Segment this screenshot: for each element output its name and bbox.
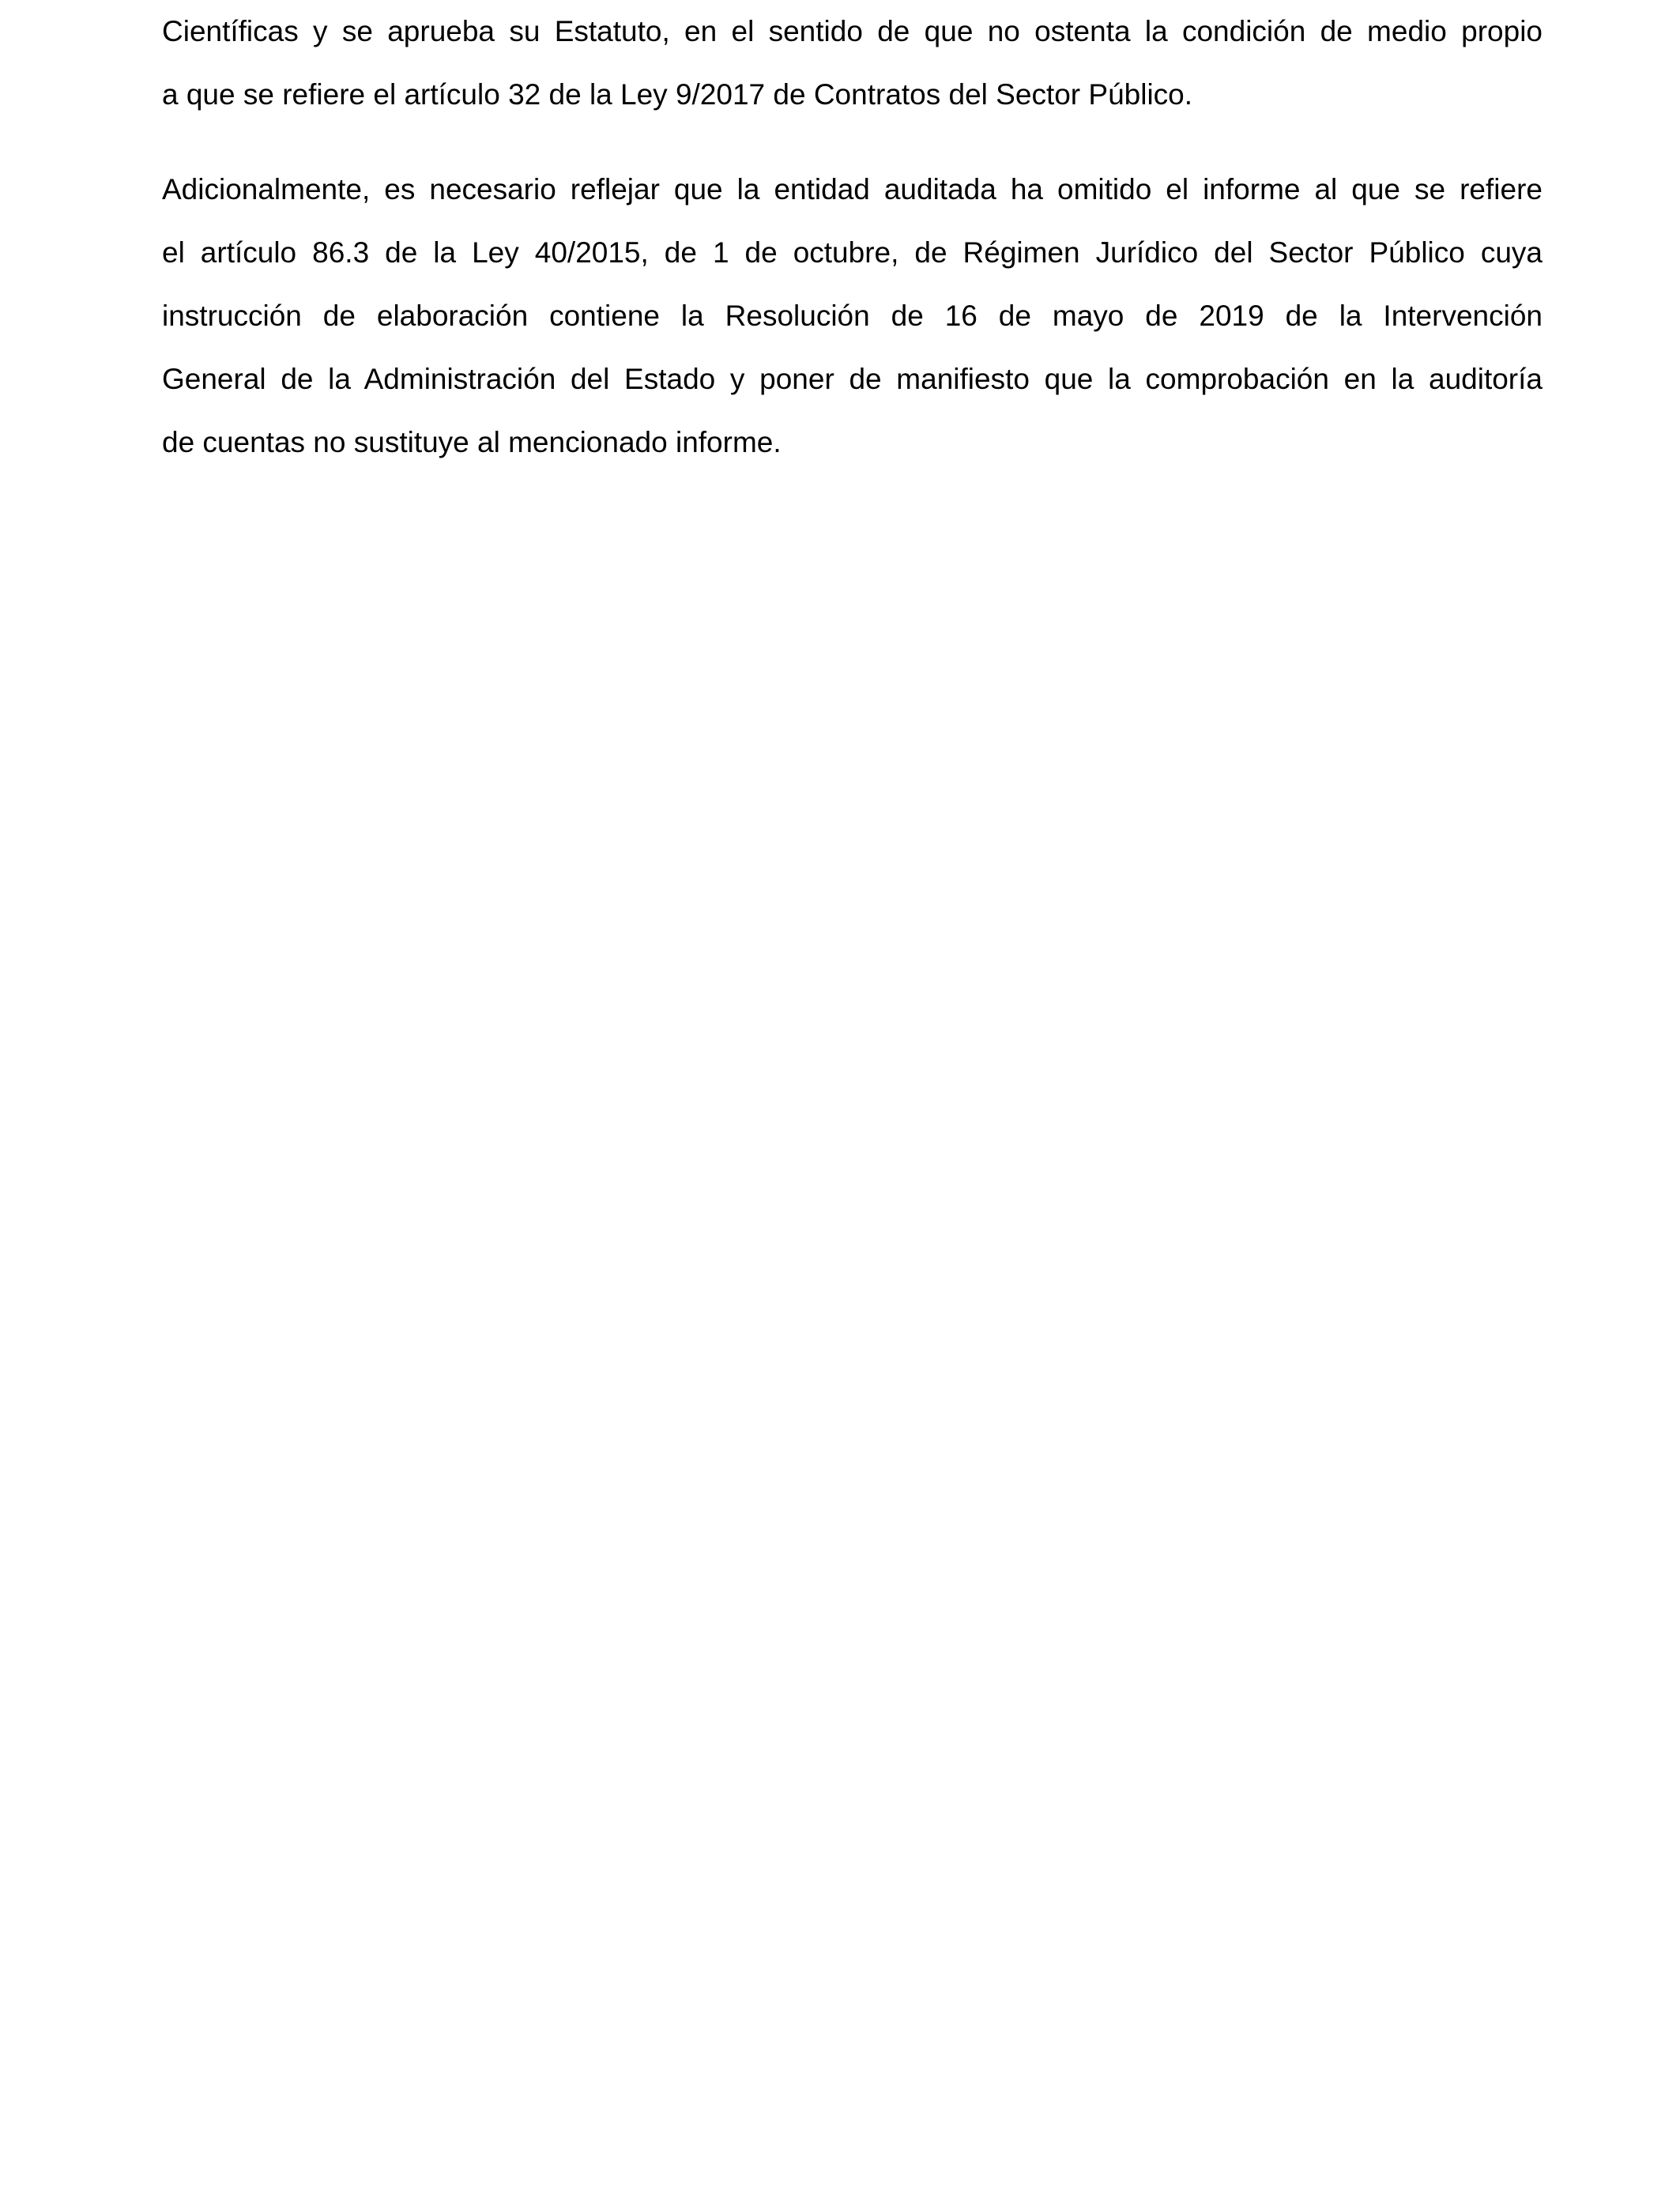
document-body — [162, 0, 1543, 474]
paragraph-line: General de la Administración del Estado y poner de manifiesto que la comprobación en la auditoría — [162, 363, 1543, 395]
paragraph-line: el artículo 86.3 de la Ley 40/2015, de 1 de octubre, de Régimen Jurídico del Sector Público cuya — [162, 236, 1543, 269]
paragraph-line: a que se refiere el artículo 32 de la Ley 9/2017 de Contratos del Sector Público. — [162, 78, 1193, 111]
paragraph-line: instrucción de elaboración contiene la Resolución de 16 de mayo de 2019 de la Intervención — [162, 300, 1543, 332]
paragraph-line: Adicionalmente, es necesario reflejar que la entidad auditada ha omitido el informe al que se refiere — [162, 173, 1543, 205]
paragraph-line: de cuentas no sustituye al mencionado informe. — [162, 426, 782, 458]
paragraph-1 — [162, 0, 1543, 126]
paragraph-spacing — [162, 126, 1543, 158]
paragraph-line: Científicas y se aprueba su Estatuto, en el sentido de que no ostenta la condición de medio propio — [162, 15, 1543, 47]
paragraph-2 — [162, 158, 1543, 474]
